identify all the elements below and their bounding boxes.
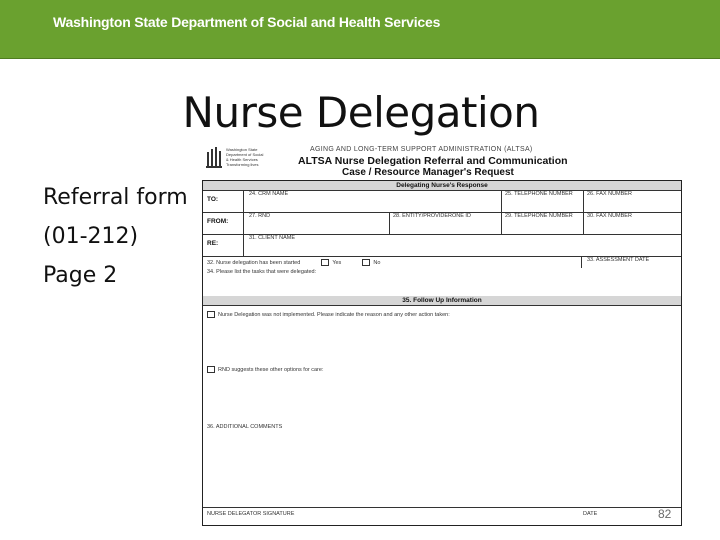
field-fax-1: 26. FAX NUMBER — [587, 191, 632, 197]
form-subtitle: Case / Resource Manager's Request — [342, 167, 514, 178]
to-label: TO: — [207, 196, 219, 203]
field-fax-2: 30. FAX NUMBER — [587, 213, 632, 219]
field-telephone-2: 29. TELEPHONE NUMBER — [505, 213, 573, 219]
field-date: DATE — [583, 511, 598, 517]
rnd-suggests-checkbox — [207, 366, 215, 373]
referral-form-image — [200, 142, 686, 530]
form-row-re — [203, 234, 681, 257]
form-header — [200, 142, 686, 180]
header-banner — [0, 0, 720, 59]
re-label: RE: — [207, 240, 219, 247]
form-row-from — [203, 212, 681, 235]
field-rnd: 27. RND — [249, 213, 271, 219]
form-agency: AGING AND LONG-TERM SUPPORT ADMINISTRATION (ALTSA) — [310, 146, 533, 153]
logo-text: Washington State Department of Social & Health Services Transforming lives — [226, 147, 264, 167]
yes-checkbox — [321, 259, 329, 266]
field-telephone-1: 25. TELEPHONE NUMBER — [505, 191, 573, 197]
agency-title: Washington State Department of Social and Health Services — [53, 14, 441, 30]
slide-body-text — [43, 178, 188, 295]
field-rnd-suggests: RND suggests these other options for care: — [207, 366, 323, 373]
field-additional-comments: 36. ADDITIONAL COMMENTS — [207, 424, 283, 430]
form-title: ALTSA Nurse Delegation Referral and Communication — [298, 155, 568, 167]
slide-title: Nurse Delegation — [182, 88, 540, 137]
signature-line — [203, 507, 681, 508]
section-header-response: Delegating Nurse's Response — [203, 181, 681, 191]
field-assessment-date: 33. ASSESSMENT DATE — [587, 257, 650, 263]
body-line-2: (01-212) — [43, 224, 139, 249]
field-signature: NURSE DELEGATOR SIGNATURE — [207, 511, 295, 517]
body-line-1: Referral form — [43, 185, 188, 210]
from-label: FROM: — [207, 218, 229, 225]
field-tasks-delegated: 34. Please list the tasks that were delegated: — [207, 269, 317, 275]
field-entity-id: 28. ENTITY/PROVIDERONE ID — [393, 213, 471, 219]
not-implemented-checkbox — [207, 311, 215, 318]
form-row-to — [203, 190, 681, 213]
field-not-implemented: Nurse Delegation was not implemented. Please indicate the reason and any other action taken: — [207, 311, 450, 318]
page-number: 82 — [658, 507, 672, 521]
dshs-logo — [206, 146, 286, 176]
section-header-followup: 35. Follow Up Information — [203, 296, 681, 306]
field-client-name: 31. CLIENT NAME — [249, 235, 296, 241]
form-row-delegation-status — [203, 256, 681, 297]
field-crm-name: 24. CRM NAME — [249, 191, 289, 197]
dshs-logo-icon — [206, 146, 222, 170]
field-delegation-started: 32. Nurse delegation has been started Yes No — [207, 259, 381, 266]
body-line-3: Page 2 — [43, 263, 118, 288]
no-checkbox — [362, 259, 370, 266]
form-body — [202, 180, 682, 526]
